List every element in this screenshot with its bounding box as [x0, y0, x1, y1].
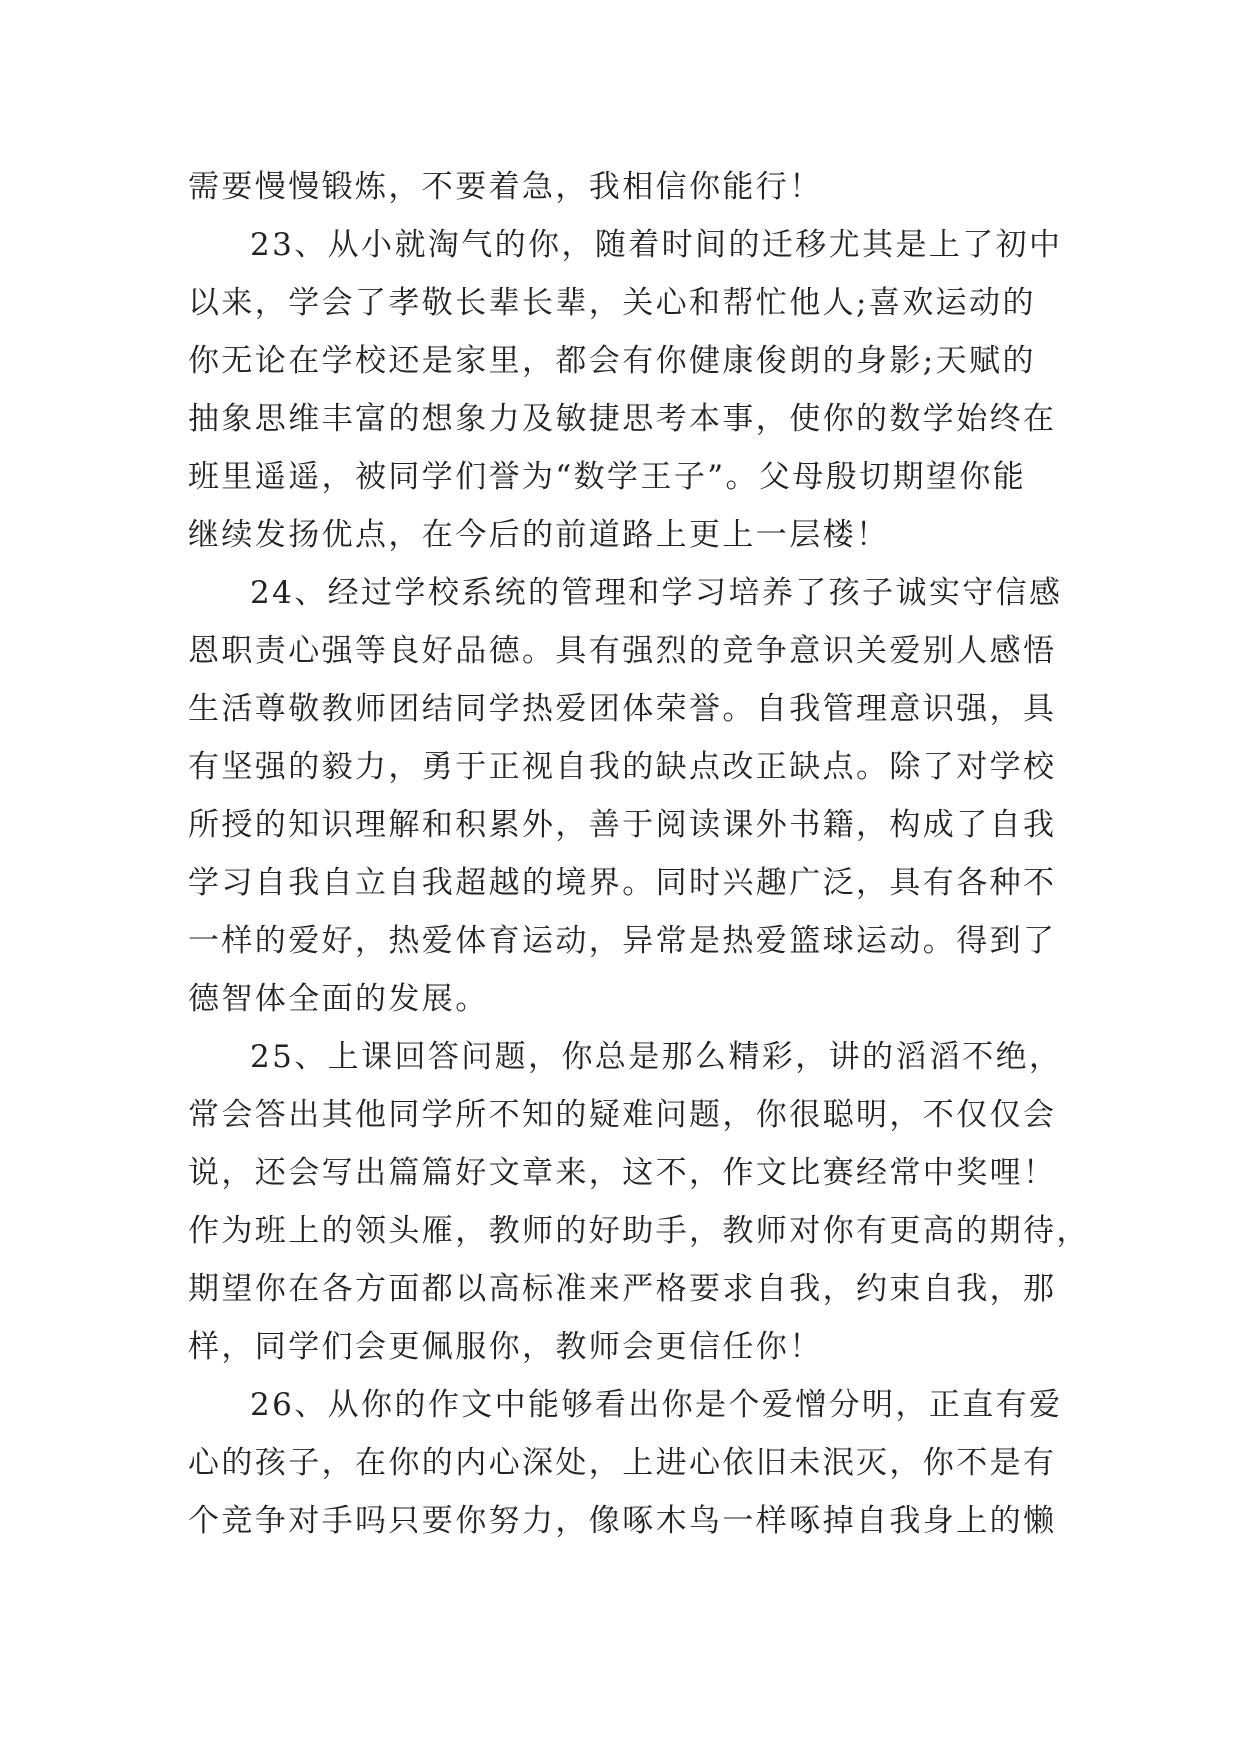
text-line: 常会答出其他同学所不知的疑难问题，你很聪明，不仅仅会 [188, 1097, 1057, 1133]
text-line: 需要慢慢锻炼，不要着急，我相信你能行！ [188, 169, 823, 205]
text-line: 德智体全面的发展。 [188, 981, 489, 1017]
text-line: 继续发扬优点，在今后的前道路上更上一层楼！ [188, 517, 890, 553]
text-line: 个竞争对手吗只要你努力，像啄木鸟一样啄掉自我身上的懒 [188, 1503, 1057, 1539]
text-line: 以来，学会了孝敬长辈长辈，关心和帮忙他人;喜欢运动的 [188, 285, 1036, 321]
text-line: 抽象思维丰富的想象力及敏捷思考本事，使你的数学始终在 [188, 401, 1057, 437]
paragraph-25-first-line: 25、上课回答问题，你总是那么精彩，讲的滔滔不绝， [250, 1039, 1063, 1075]
text-line: 说，还会写出篇篇好文章来，这不，作文比赛经常中奖哩！ [188, 1155, 1057, 1191]
paragraph-23-first-line: 23、从小就淘气的你，随着时间的迁移尤其是上了初中 [250, 227, 1063, 263]
text-line: 心的孩子，在你的内心深处，上进心依旧未泯灭，你不是有 [188, 1445, 1057, 1481]
text-line: 学习自我自立自我超越的境界。同时兴趣广泛，具有各种不 [188, 865, 1057, 901]
text-line: 期望你在各方面都以高标准来严格要求自我，约束自我，那 [188, 1271, 1057, 1307]
paragraph-26-first-line: 26、从你的作文中能够看出你是个爱憎分明，正直有爱 [250, 1387, 1063, 1423]
paragraph-24-first-line: 24、经过学校系统的管理和学习培养了孩子诚实守信感 [250, 575, 1063, 611]
text-line: 恩职责心强等良好品德。具有强烈的竞争意识关爱别人感悟 [188, 633, 1057, 669]
text-line: 作为班上的领头雁，教师的好助手，教师对你有更高的期待， [188, 1213, 1090, 1249]
text-line: 你无论在学校还是家里，都会有你健康俊朗的身影;天赋的 [188, 343, 1036, 379]
text-line: 班里遥遥，被同学们誉为“数学王子”。父母殷切期望你能 [188, 459, 1027, 495]
text-line: 有坚强的毅力，勇于正视自我的缺点改正缺点。除了对学校 [188, 749, 1057, 785]
text-line: 一样的爱好，热爱体育运动，异常是热爱篮球运动。得到了 [188, 923, 1057, 959]
text-line: 样，同学们会更佩服你，教师会更信任你！ [188, 1329, 823, 1365]
text-line: 所授的知识理解和积累外，善于阅读课外书籍，构成了自我 [188, 807, 1057, 843]
text-line: 生活尊敬教师团结同学热爱团体荣誉。自我管理意识强，具 [188, 691, 1057, 727]
document-body [188, 158, 1090, 1550]
